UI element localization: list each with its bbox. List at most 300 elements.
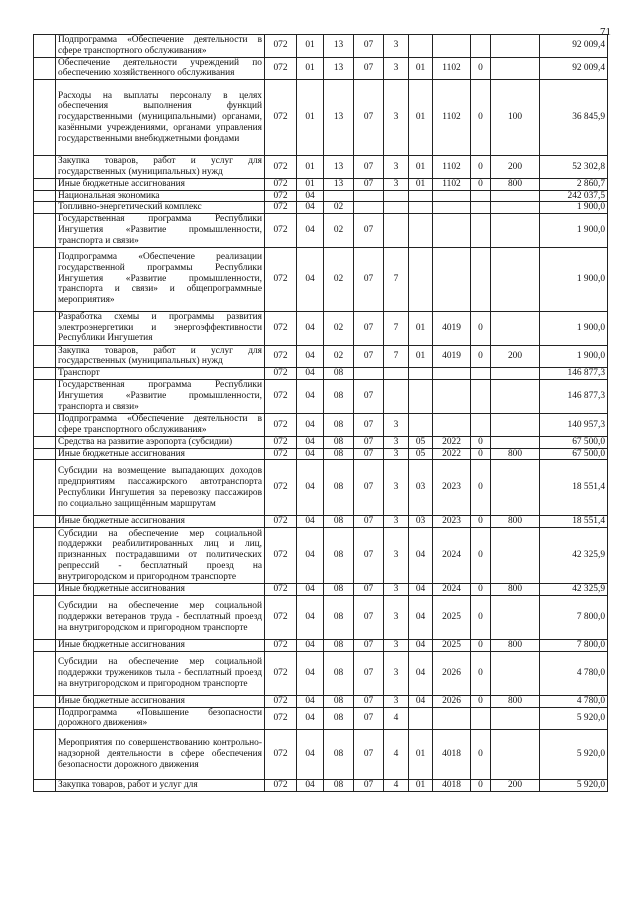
program-code-cell: 07 — [354, 311, 384, 345]
ministry-code-cell: 072 — [265, 345, 297, 368]
item-name-cell: Подпрограмма «Обеспечение деятельности в сфере транспортного обслуживания» — [56, 414, 265, 437]
section-code-cell: 04 — [297, 380, 324, 414]
direction-code-cell: 4018 — [433, 780, 471, 792]
event-code-cell: 04 — [409, 639, 433, 651]
section-code-cell: 04 — [297, 448, 324, 460]
table-row — [34, 460, 608, 516]
table-row — [34, 780, 608, 792]
direction-code-cell: 2026 — [433, 695, 471, 707]
row-marker-cell — [34, 651, 56, 695]
direction-code-cell: 2023 — [433, 460, 471, 516]
direction-code-cell: 2025 — [433, 595, 471, 639]
item-name-cell: Закупка товаров, работ и услуг для государственных (муниципальных) нужд — [56, 345, 265, 368]
subprogram-code-cell: 3 — [384, 695, 409, 707]
zero-code-cell: 0 — [471, 639, 491, 651]
amount-cell: 52 302,8 — [540, 156, 608, 179]
item-name-cell: Иные бюджетные ассигнования — [56, 516, 265, 528]
amount-cell: 18 551,4 — [540, 516, 608, 528]
expense-type-cell — [491, 460, 540, 516]
subprogram-code-cell: 3 — [384, 57, 409, 80]
zero-code-cell: 0 — [471, 156, 491, 179]
subsection-code-cell: 13 — [324, 178, 354, 190]
ministry-code-cell: 072 — [265, 448, 297, 460]
subprogram-code-cell: 3 — [384, 448, 409, 460]
direction-code-cell: 4019 — [433, 311, 471, 345]
expense-type-cell: 200 — [491, 156, 540, 179]
subsection-code-cell: 13 — [324, 35, 354, 58]
subsection-code-cell: 08 — [324, 584, 354, 596]
section-code-cell: 04 — [297, 651, 324, 695]
subprogram-code-cell: 3 — [384, 35, 409, 58]
program-code-cell: 07 — [354, 156, 384, 179]
subprogram-code-cell: 3 — [384, 178, 409, 190]
row-marker-cell — [34, 156, 56, 179]
ministry-code-cell: 072 — [265, 311, 297, 345]
table-row — [34, 651, 608, 695]
item-name-cell: Иные бюджетные ассигнования — [56, 639, 265, 651]
direction-code-cell: 4019 — [433, 345, 471, 368]
program-code-cell: 07 — [354, 214, 384, 247]
table-row — [34, 695, 608, 707]
subsection-code-cell: 13 — [324, 156, 354, 179]
event-code-cell: 01 — [409, 780, 433, 792]
subsection-code-cell: 08 — [324, 368, 354, 380]
row-marker-cell — [34, 414, 56, 437]
subsection-code-cell: 02 — [324, 202, 354, 214]
direction-code-cell: 2024 — [433, 528, 471, 584]
subsection-code-cell: 08 — [324, 414, 354, 437]
direction-code-cell: 1102 — [433, 57, 471, 80]
program-code-cell: 07 — [354, 595, 384, 639]
amount-cell: 7 800,0 — [540, 639, 608, 651]
subprogram-code-cell: 3 — [384, 595, 409, 639]
section-code-cell: 01 — [297, 35, 324, 58]
event-code-cell: 01 — [409, 345, 433, 368]
zero-code-cell — [471, 202, 491, 214]
subprogram-code-cell: 3 — [384, 80, 409, 156]
ministry-code-cell: 072 — [265, 368, 297, 380]
row-marker-cell — [34, 380, 56, 414]
expense-type-cell — [491, 57, 540, 80]
row-marker-cell — [34, 595, 56, 639]
section-code-cell: 04 — [297, 639, 324, 651]
event-code-cell: 05 — [409, 448, 433, 460]
program-code-cell — [354, 202, 384, 214]
row-marker-cell — [34, 80, 56, 156]
table-row — [34, 345, 608, 368]
program-code-cell: 07 — [354, 651, 384, 695]
budget-table-body — [34, 35, 608, 792]
subprogram-code-cell: 3 — [384, 156, 409, 179]
event-code-cell — [409, 368, 433, 380]
section-code-cell: 04 — [297, 780, 324, 792]
item-name-cell: Субсидии на возмещение выпадающих доходов предприятиям пассажирского автотранспорта Республики Ингушетия за перевозку пассажиров по социально защищённым маршрутам — [56, 460, 265, 516]
direction-code-cell — [433, 214, 471, 247]
subsection-code-cell — [324, 190, 354, 202]
program-code-cell — [354, 368, 384, 380]
subsection-code-cell: 08 — [324, 651, 354, 695]
page-number: 71 — [600, 26, 611, 38]
direction-code-cell — [433, 35, 471, 58]
subprogram-code-cell — [384, 202, 409, 214]
subsection-code-cell: 08 — [324, 695, 354, 707]
amount-cell: 242 037,5 — [540, 190, 608, 202]
row-marker-cell — [34, 436, 56, 448]
ministry-code-cell: 072 — [265, 651, 297, 695]
event-code-cell: 05 — [409, 436, 433, 448]
event-code-cell: 01 — [409, 80, 433, 156]
row-marker-cell — [34, 516, 56, 528]
expense-type-cell: 200 — [491, 780, 540, 792]
section-code-cell: 04 — [297, 516, 324, 528]
direction-code-cell — [433, 190, 471, 202]
ministry-code-cell: 072 — [265, 414, 297, 437]
subprogram-code-cell: 3 — [384, 584, 409, 596]
table-row — [34, 178, 608, 190]
direction-code-cell: 2024 — [433, 584, 471, 596]
ministry-code-cell: 072 — [265, 695, 297, 707]
expense-type-cell: 800 — [491, 639, 540, 651]
expense-type-cell — [491, 380, 540, 414]
zero-code-cell: 0 — [471, 178, 491, 190]
event-code-cell: 01 — [409, 311, 433, 345]
row-marker-cell — [34, 214, 56, 247]
section-code-cell: 04 — [297, 247, 324, 311]
section-code-cell: 01 — [297, 57, 324, 80]
row-marker-cell — [34, 190, 56, 202]
table-row — [34, 368, 608, 380]
zero-code-cell: 0 — [471, 345, 491, 368]
row-marker-cell — [34, 639, 56, 651]
row-marker-cell — [34, 780, 56, 792]
expense-type-cell: 800 — [491, 448, 540, 460]
item-name-cell: Субсидии на обеспечение мер социальной поддержки тружеников тыла - бесплатный проезд на внутригородском и пригородном транспорте — [56, 651, 265, 695]
subprogram-code-cell: 4 — [384, 707, 409, 730]
zero-code-cell — [471, 190, 491, 202]
event-code-cell: 03 — [409, 516, 433, 528]
subprogram-code-cell: 7 — [384, 311, 409, 345]
subsection-code-cell: 13 — [324, 57, 354, 80]
amount-cell: 42 325,9 — [540, 584, 608, 596]
event-code-cell: 04 — [409, 695, 433, 707]
item-name-cell: Иные бюджетные ассигнования — [56, 448, 265, 460]
row-marker-cell — [34, 368, 56, 380]
direction-code-cell: 2025 — [433, 639, 471, 651]
row-marker-cell — [34, 730, 56, 780]
zero-code-cell: 0 — [471, 595, 491, 639]
ministry-code-cell: 072 — [265, 190, 297, 202]
amount-cell: 1 900,0 — [540, 214, 608, 247]
section-code-cell: 04 — [297, 528, 324, 584]
section-code-cell: 04 — [297, 584, 324, 596]
zero-code-cell: 0 — [471, 516, 491, 528]
amount-cell: 42 325,9 — [540, 528, 608, 584]
section-code-cell: 04 — [297, 214, 324, 247]
table-row — [34, 448, 608, 460]
subsection-code-cell: 08 — [324, 380, 354, 414]
expense-type-cell: 800 — [491, 695, 540, 707]
subprogram-code-cell: 3 — [384, 651, 409, 695]
expense-type-cell: 800 — [491, 178, 540, 190]
program-code-cell: 07 — [354, 639, 384, 651]
item-name-cell: Иные бюджетные ассигнования — [56, 584, 265, 596]
subprogram-code-cell: 3 — [384, 516, 409, 528]
item-name-cell: Национальная экономика — [56, 190, 265, 202]
item-name-cell: Субсидии на обеспечение мер социальной поддержки реабилитированных лиц и лиц, признанных пострадавшими от политических репрессий - бесплатный проезд на внутригородском и пригородном транспорте — [56, 528, 265, 584]
ministry-code-cell: 072 — [265, 80, 297, 156]
subsection-code-cell: 08 — [324, 516, 354, 528]
event-code-cell — [409, 707, 433, 730]
item-name-cell: Топливно-энергетический комплекс — [56, 202, 265, 214]
program-code-cell: 07 — [354, 730, 384, 780]
subprogram-code-cell — [384, 190, 409, 202]
zero-code-cell: 0 — [471, 695, 491, 707]
event-code-cell: 01 — [409, 178, 433, 190]
item-name-cell: Подпрограмма «Повышение безопасности дорожного движения» — [56, 707, 265, 730]
row-marker-cell — [34, 35, 56, 58]
item-name-cell: Расходы на выплаты персоналу в целях обеспечения выполнения функций государственными (муниципальными) органами, казёнными учреждениями, органами управления государственными внебюджетными фондами — [56, 80, 265, 156]
amount-cell: 1 900,0 — [540, 311, 608, 345]
ministry-code-cell: 072 — [265, 730, 297, 780]
item-name-cell: Субсидии на обеспечение мер социальной поддержки ветеранов труда - бесплатный проезд на внутригородском и пригородном транспорте — [56, 595, 265, 639]
zero-code-cell: 0 — [471, 528, 491, 584]
row-marker-cell — [34, 460, 56, 516]
section-code-cell: 01 — [297, 156, 324, 179]
direction-code-cell — [433, 707, 471, 730]
event-code-cell: 04 — [409, 528, 433, 584]
event-code-cell: 04 — [409, 651, 433, 695]
expense-type-cell — [491, 528, 540, 584]
ministry-code-cell: 072 — [265, 178, 297, 190]
section-code-cell: 04 — [297, 345, 324, 368]
direction-code-cell — [433, 247, 471, 311]
program-code-cell: 07 — [354, 345, 384, 368]
event-code-cell — [409, 380, 433, 414]
subprogram-code-cell: 7 — [384, 345, 409, 368]
direction-code-cell — [433, 380, 471, 414]
item-name-cell: Подпрограмма «Обеспечение деятельности в сфере транспортного обслуживания» — [56, 35, 265, 58]
amount-cell: 92 009,4 — [540, 57, 608, 80]
expense-type-cell — [491, 651, 540, 695]
zero-code-cell: 0 — [471, 584, 491, 596]
direction-code-cell — [433, 414, 471, 437]
ministry-code-cell: 072 — [265, 247, 297, 311]
zero-code-cell — [471, 247, 491, 311]
event-code-cell — [409, 190, 433, 202]
table-row — [34, 214, 608, 247]
budget-table — [33, 34, 608, 792]
subprogram-code-cell — [384, 214, 409, 247]
table-row — [34, 311, 608, 345]
zero-code-cell — [471, 368, 491, 380]
direction-code-cell: 1102 — [433, 178, 471, 190]
program-code-cell: 07 — [354, 436, 384, 448]
subsection-code-cell: 08 — [324, 448, 354, 460]
item-name-cell: Закупка товаров, работ и услуг для государственных (муниципальных) нужд — [56, 156, 265, 179]
table-row — [34, 639, 608, 651]
program-code-cell: 07 — [354, 178, 384, 190]
amount-cell: 2 860,7 — [540, 178, 608, 190]
section-code-cell: 01 — [297, 178, 324, 190]
item-name-cell: Транспорт — [56, 368, 265, 380]
item-name-cell: Иные бюджетные ассигнования — [56, 695, 265, 707]
item-name-cell: Государственная программа Республики Ингушетия «Развитие промышленности, транспорта и связи» — [56, 380, 265, 414]
subprogram-code-cell: 7 — [384, 247, 409, 311]
program-code-cell: 07 — [354, 448, 384, 460]
subsection-code-cell: 08 — [324, 528, 354, 584]
program-code-cell: 07 — [354, 707, 384, 730]
amount-cell: 5 920,0 — [540, 730, 608, 780]
section-code-cell: 01 — [297, 80, 324, 156]
expense-type-cell — [491, 247, 540, 311]
amount-cell: 92 009,4 — [540, 35, 608, 58]
direction-code-cell — [433, 368, 471, 380]
item-name-cell: Государственная программа Республики Ингушетия «Развитие промышленности, транспорта и связи» — [56, 214, 265, 247]
zero-code-cell: 0 — [471, 80, 491, 156]
expense-type-cell: 800 — [491, 584, 540, 596]
ministry-code-cell: 072 — [265, 214, 297, 247]
amount-cell: 5 920,0 — [540, 780, 608, 792]
zero-code-cell: 0 — [471, 311, 491, 345]
section-code-cell: 04 — [297, 414, 324, 437]
zero-code-cell: 0 — [471, 57, 491, 80]
row-marker-cell — [34, 707, 56, 730]
program-code-cell: 07 — [354, 80, 384, 156]
table-row — [34, 414, 608, 437]
direction-code-cell: 4018 — [433, 730, 471, 780]
table-row — [34, 380, 608, 414]
program-code-cell: 07 — [354, 57, 384, 80]
amount-cell: 1 900,0 — [540, 247, 608, 311]
section-code-cell: 04 — [297, 460, 324, 516]
program-code-cell: 07 — [354, 460, 384, 516]
expense-type-cell — [491, 595, 540, 639]
row-marker-cell — [34, 345, 56, 368]
row-marker-cell — [34, 311, 56, 345]
subsection-code-cell: 02 — [324, 311, 354, 345]
amount-cell: 146 877,3 — [540, 368, 608, 380]
subsection-code-cell: 08 — [324, 436, 354, 448]
program-code-cell: 07 — [354, 380, 384, 414]
ministry-code-cell: 072 — [265, 436, 297, 448]
ministry-code-cell: 072 — [265, 156, 297, 179]
expense-type-cell — [491, 730, 540, 780]
subsection-code-cell: 13 — [324, 80, 354, 156]
amount-cell: 1 900,0 — [540, 345, 608, 368]
program-code-cell — [354, 190, 384, 202]
section-code-cell: 04 — [297, 436, 324, 448]
ministry-code-cell: 072 — [265, 595, 297, 639]
subprogram-code-cell: 3 — [384, 414, 409, 437]
ministry-code-cell: 072 — [265, 707, 297, 730]
amount-cell: 4 780,0 — [540, 695, 608, 707]
expense-type-cell — [491, 368, 540, 380]
ministry-code-cell: 072 — [265, 639, 297, 651]
event-code-cell: 01 — [409, 730, 433, 780]
expense-type-cell — [491, 35, 540, 58]
item-name-cell: Обеспечение деятельности учреждений по обеспечению хозяйственного обслуживания — [56, 57, 265, 80]
table-row — [34, 190, 608, 202]
expense-type-cell: 100 — [491, 80, 540, 156]
amount-cell: 1 900,0 — [540, 202, 608, 214]
amount-cell: 5 920,0 — [540, 707, 608, 730]
program-code-cell: 07 — [354, 35, 384, 58]
amount-cell: 67 500,0 — [540, 448, 608, 460]
table-row — [34, 528, 608, 584]
program-code-cell: 07 — [354, 414, 384, 437]
ministry-code-cell: 072 — [265, 35, 297, 58]
zero-code-cell: 0 — [471, 780, 491, 792]
expense-type-cell — [491, 707, 540, 730]
amount-cell: 36 845,9 — [540, 80, 608, 156]
direction-code-cell: 1102 — [433, 80, 471, 156]
table-row — [34, 595, 608, 639]
row-marker-cell — [34, 57, 56, 80]
expense-type-cell — [491, 202, 540, 214]
program-code-cell: 07 — [354, 528, 384, 584]
event-code-cell — [409, 214, 433, 247]
section-code-cell: 04 — [297, 190, 324, 202]
subprogram-code-cell — [384, 368, 409, 380]
amount-cell: 4 780,0 — [540, 651, 608, 695]
zero-code-cell — [471, 414, 491, 437]
subsection-code-cell: 08 — [324, 595, 354, 639]
direction-code-cell: 2022 — [433, 448, 471, 460]
subprogram-code-cell: 3 — [384, 528, 409, 584]
item-name-cell: Иные бюджетные ассигнования — [56, 178, 265, 190]
direction-code-cell: 2022 — [433, 436, 471, 448]
direction-code-cell: 1102 — [433, 156, 471, 179]
item-name-cell: Закупка товаров, работ и услуг для — [56, 780, 265, 792]
row-marker-cell — [34, 202, 56, 214]
subsection-code-cell: 02 — [324, 214, 354, 247]
expense-type-cell — [491, 414, 540, 437]
section-code-cell: 04 — [297, 730, 324, 780]
item-name-cell: Мероприятия по совершенствованию контрольно-надзорной деятельности в сфере обеспечения безопасности дорожного движения — [56, 730, 265, 780]
section-code-cell: 04 — [297, 707, 324, 730]
amount-cell: 18 551,4 — [540, 460, 608, 516]
table-row — [34, 584, 608, 596]
zero-code-cell: 0 — [471, 651, 491, 695]
row-marker-cell — [34, 247, 56, 311]
row-marker-cell — [34, 448, 56, 460]
row-marker-cell — [34, 695, 56, 707]
item-name-cell: Подпрограмма «Обеспечение реализации государственной программы Республики Ингушетия «Развитие промышленности, транспорта и связи» и общепрограммные мероприятия» — [56, 247, 265, 311]
amount-cell: 146 877,3 — [540, 380, 608, 414]
event-code-cell: 04 — [409, 595, 433, 639]
program-code-cell: 07 — [354, 780, 384, 792]
subsection-code-cell: 08 — [324, 460, 354, 516]
amount-cell: 140 957,3 — [540, 414, 608, 437]
subprogram-code-cell: 4 — [384, 730, 409, 780]
table-row — [34, 247, 608, 311]
row-marker-cell — [34, 528, 56, 584]
event-code-cell: 01 — [409, 156, 433, 179]
expense-type-cell — [491, 190, 540, 202]
subprogram-code-cell — [384, 380, 409, 414]
amount-cell: 7 800,0 — [540, 595, 608, 639]
ministry-code-cell: 072 — [265, 780, 297, 792]
event-code-cell: 04 — [409, 584, 433, 596]
row-marker-cell — [34, 178, 56, 190]
expense-type-cell — [491, 214, 540, 247]
subsection-code-cell: 08 — [324, 639, 354, 651]
zero-code-cell: 0 — [471, 460, 491, 516]
amount-cell: 67 500,0 — [540, 436, 608, 448]
table-row — [34, 707, 608, 730]
table-row — [34, 202, 608, 214]
subprogram-code-cell: 3 — [384, 436, 409, 448]
